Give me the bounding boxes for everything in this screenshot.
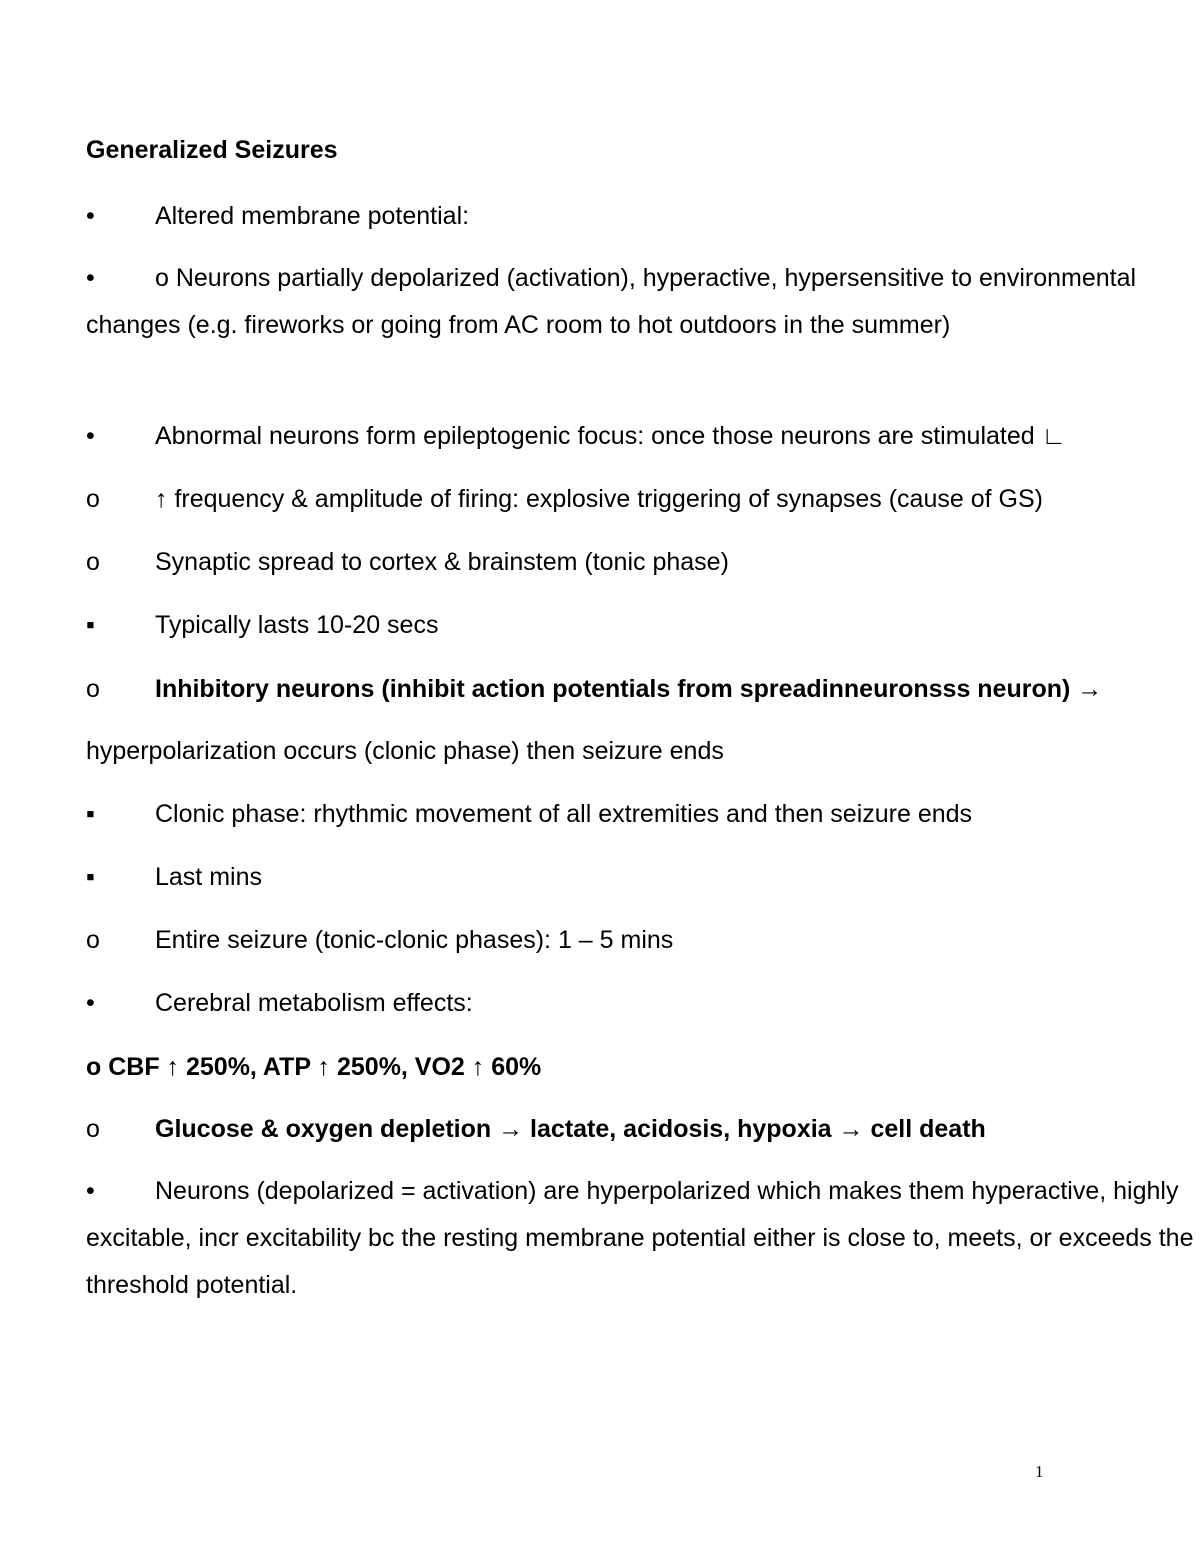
- list-item-text: Abnormal neurons form epileptogenic focus: once those neurons are stimulated ∟: [155, 422, 1067, 450]
- list-item-text: Entire seizure (tonic-clonic phases): 1 – 5 mins: [155, 926, 674, 954]
- sub-bullet-marker: o: [86, 675, 100, 703]
- list-item: [86, 204, 469, 229]
- list-item-text: Cerebral metabolism effects:: [155, 989, 473, 1017]
- list-item: [86, 1055, 541, 1080]
- list-item-text: o Neurons partially depolarized (activation), hyperactive, hypersensitive to environmental changes (e.g. fireworks or going from AC room to hot outdoors in the summer): [86, 264, 1137, 339]
- document-title: Generalized Seizures: [86, 136, 338, 164]
- list-item-text: Synaptic spread to cortex & brainstem (tonic phase): [155, 548, 729, 576]
- square-bullet-marker: ▪: [86, 611, 95, 639]
- list-item: [86, 928, 673, 953]
- sub-bullet-marker: o: [86, 926, 100, 954]
- list-item-text: Altered membrane potential:: [155, 202, 470, 230]
- list-item: [86, 739, 724, 764]
- sub-bullet-marker: o: [86, 548, 100, 576]
- list-item-text: Last mins: [155, 863, 262, 891]
- sub-bullet-marker: o: [86, 485, 100, 513]
- list-item: [86, 1168, 1200, 1309]
- list-item-text: ↑ frequency & amplitude of firing: explosive triggering of synapses (cause of GS): [155, 485, 1043, 513]
- list-item-text: Inhibitory neurons (inhibit action potentials from spreadinneuronsss neuron) →: [155, 675, 1103, 703]
- list-item: [86, 991, 473, 1016]
- list-item: [86, 255, 1200, 349]
- list-item: [86, 1117, 986, 1142]
- list-item: [86, 865, 262, 890]
- list-item-text: Typically lasts 10-20 secs: [155, 611, 439, 639]
- bullet-marker: •: [86, 264, 95, 292]
- square-bullet-marker: ▪: [86, 863, 95, 891]
- list-item-text: Glucose & oxygen depletion → lactate, acidosis, hypoxia → cell death: [155, 1115, 986, 1143]
- list-item: [86, 677, 1102, 702]
- list-item: [86, 550, 729, 575]
- bullet-marker: •: [86, 422, 95, 450]
- bullet-marker: •: [86, 1177, 95, 1205]
- sub-bullet-marker: o: [86, 1115, 100, 1143]
- bullet-marker: •: [86, 989, 95, 1017]
- page-number: 1: [1035, 1462, 1044, 1481]
- list-item-text: Neurons (depolarized = activation) are hyperpolarized which makes them hyperactive, highly excitable, incr excitability bc the resting membrane potential either is close to, meets, or exceeds the threshold potential.: [86, 1177, 1194, 1299]
- bullet-marker: •: [86, 202, 95, 230]
- list-item-text: Clonic phase: rhythmic movement of all extremities and then seizure ends: [155, 800, 973, 828]
- list-item-text: o CBF ↑ 250%, ATP ↑ 250%, VO2 ↑ 60%: [86, 1053, 542, 1081]
- list-item: [86, 613, 438, 638]
- square-bullet-marker: ▪: [86, 800, 95, 828]
- list-item: [86, 487, 1043, 512]
- list-item-text: hyperpolarization occurs (clonic phase) then seizure ends: [86, 737, 724, 765]
- list-item: [86, 424, 1066, 449]
- list-item: [86, 802, 972, 827]
